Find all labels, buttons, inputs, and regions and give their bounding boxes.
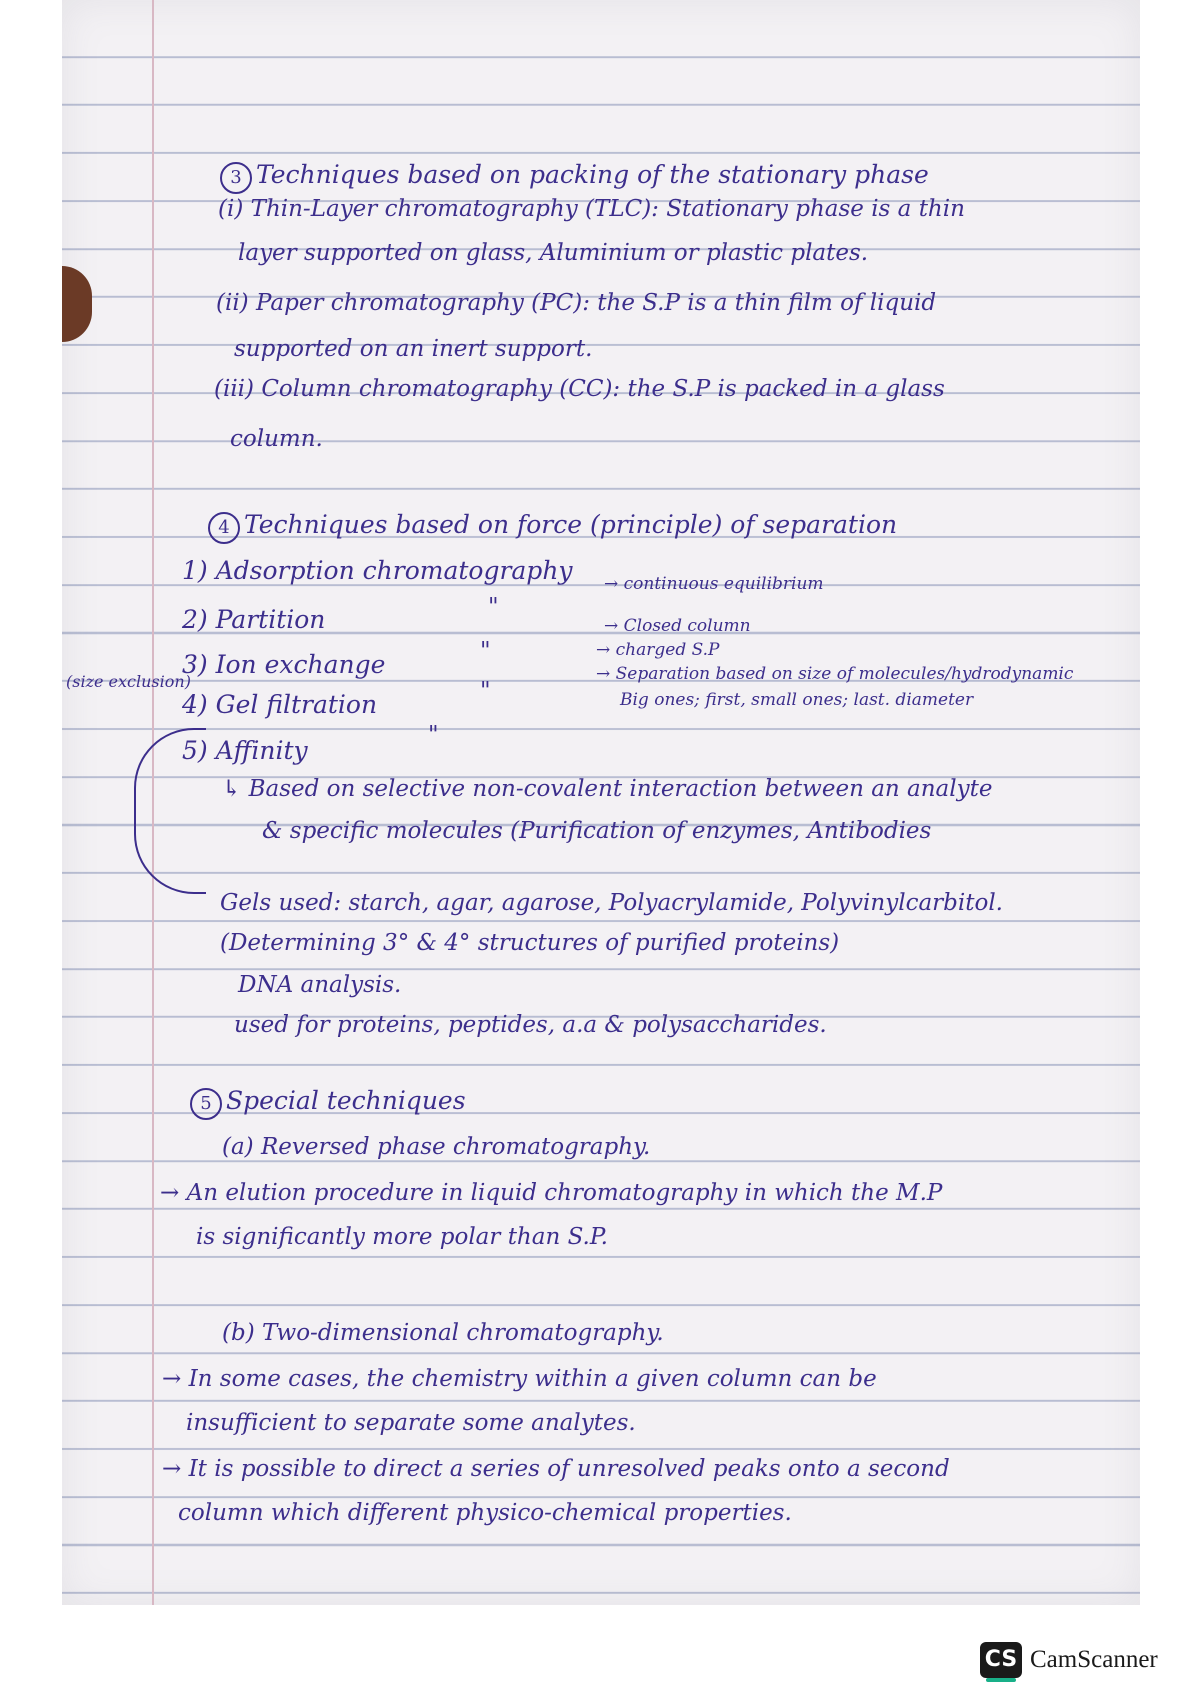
section-number-badge: 3 <box>220 162 252 194</box>
section-number-badge: 5 <box>190 1088 222 1120</box>
tlc-line: (i) Thin-Layer chromatography (TLC): Stationary phase is a thin <box>218 196 965 222</box>
two-dimensional-line-cont: insufficient to separate some analytes. <box>186 1410 636 1436</box>
list-item-partition: 2) Partition <box>182 605 326 634</box>
list-item-ion-exchange: 3) Ion exchange <box>182 650 386 679</box>
list-item-gel-filtration: 4) Gel filtration <box>182 690 378 719</box>
reversed-phase-line-cont: is significantly more polar than S.P. <box>196 1224 608 1250</box>
pc-line: (ii) Paper chromatography (PC): the S.P is a thin film of liquid <box>216 290 937 316</box>
ditto-mark: " <box>480 638 491 664</box>
two-dimensional-line: → In some cases, the chemistry within a given column can be <box>162 1366 877 1392</box>
two-dimensional-line: → It is possible to direct a series of unresolved peaks onto a second <box>162 1456 950 1482</box>
affinity-arrow-bracket <box>134 728 206 894</box>
section3-heading: 3 Techniques based on packing of the stationary phase <box>220 160 929 194</box>
affinity-description: ↳ Based on selective non-covalent interaction between an analyte <box>222 776 993 802</box>
two-dimensional-line-cont: column which different physico-chemical properties. <box>178 1500 792 1526</box>
section-number-badge: 4 <box>208 512 240 544</box>
size-exclusion-note: (size exclusion) <box>66 672 191 691</box>
used-for-line: used for proteins, peptides, a.a & polysaccharides. <box>234 1012 827 1038</box>
dna-analysis-line: DNA analysis. <box>238 972 402 998</box>
cc-line: (iii) Column chromatography (CC): the S.P is packed in a glass <box>214 376 945 402</box>
gels-structures-line: (Determining 3° & 4° structures of purified proteins) <box>220 930 840 956</box>
ditto-mark: " <box>428 722 439 748</box>
list-item-adsorption: 1) Adsorption chromatography <box>182 556 573 585</box>
tlc-line-cont: layer supported on glass, Aluminium or plastic plates. <box>238 240 869 266</box>
cc-line-cont: column. <box>230 426 323 452</box>
section5-heading: 5 Special techniques <box>190 1086 466 1120</box>
gel-filtration-note-cont: Big ones; first, small ones; last. diameter <box>620 690 974 710</box>
camscanner-watermark <box>980 1642 1158 1678</box>
reversed-phase-line: → An elution procedure in liquid chromatography in which the M.P <box>160 1180 943 1206</box>
adsorption-note: → continuous equilibrium <box>604 574 824 594</box>
reversed-phase-title: (a) Reversed phase chromatography. <box>222 1134 651 1160</box>
gels-used-line: Gels used: starch, agar, agarose, Polyacrylamide, Polyvinylcarbitol. <box>220 890 1003 916</box>
section4-heading: 4 Techniques based on force (principle) of separation <box>208 510 897 544</box>
affinity-description-cont: & specific molecules (Purification of enzymes, Antibodies <box>262 818 932 844</box>
ditto-mark: " <box>488 594 499 620</box>
list-item-affinity: 5) Affinity <box>182 736 308 765</box>
ion-exchange-note: → charged S.P <box>596 640 720 660</box>
partition-note: → Closed column <box>604 616 751 636</box>
two-dimensional-title: (b) Two-dimensional chromatography. <box>222 1320 664 1346</box>
pc-line-cont: supported on an inert support. <box>234 336 593 362</box>
ditto-mark: " <box>480 678 491 704</box>
camscanner-logo-icon: CS <box>980 1642 1022 1678</box>
camscanner-label: CamScanner <box>1030 1646 1158 1673</box>
gel-filtration-note: → Separation based on size of molecules/hydrodynamic <box>596 664 1074 684</box>
